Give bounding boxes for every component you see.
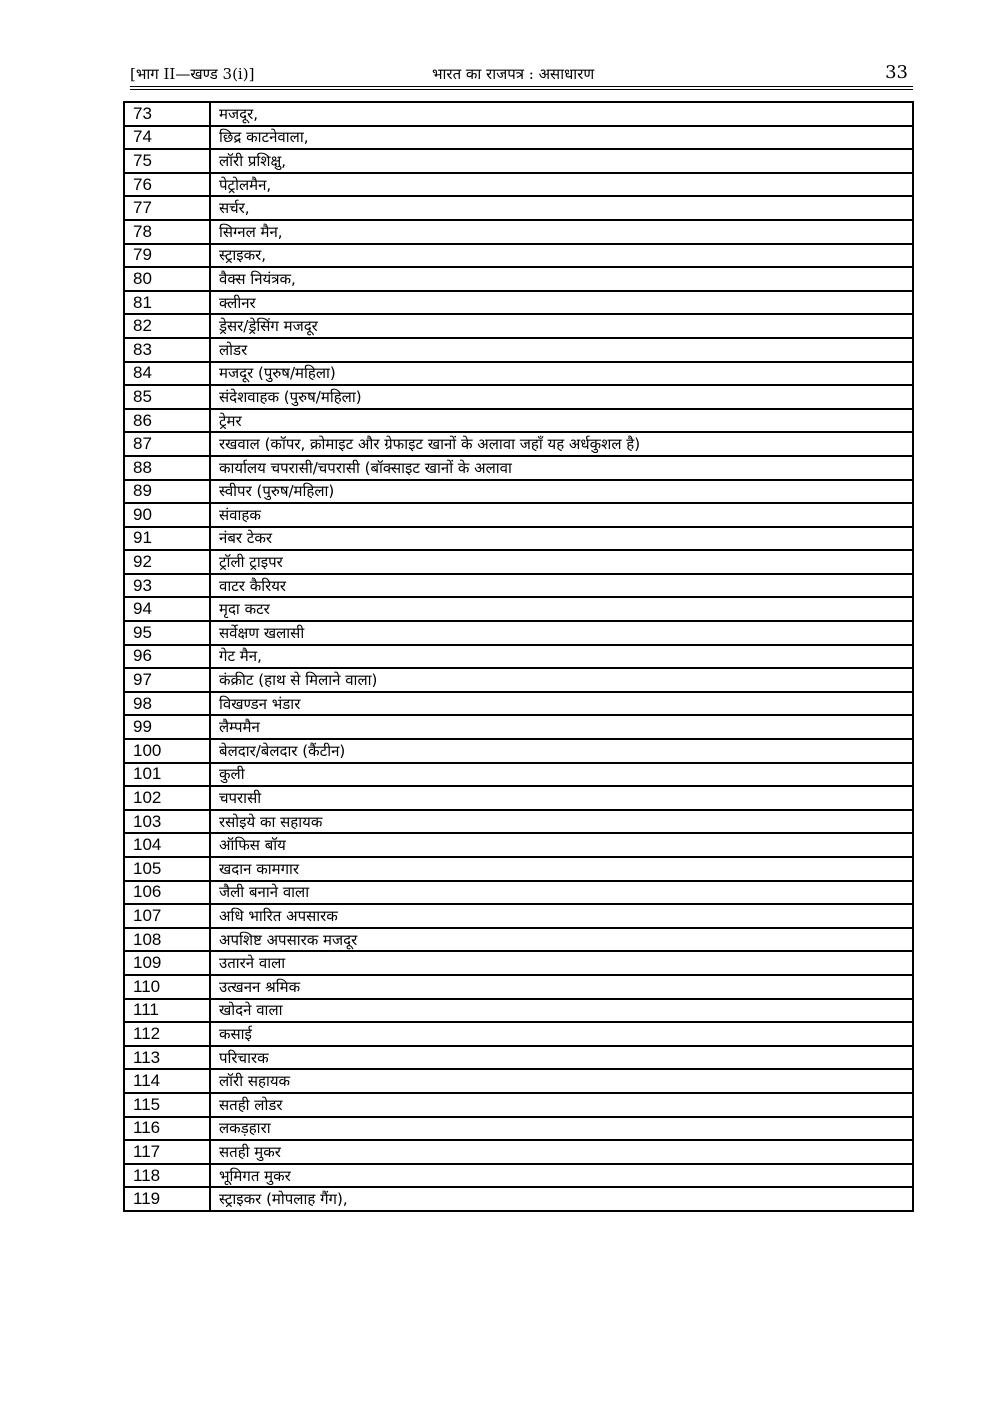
- table-row: [124, 1069, 913, 1093]
- row-number: 89: [124, 480, 210, 504]
- occupation-name: लैम्पमैन: [210, 715, 913, 739]
- row-number: 77: [124, 196, 210, 220]
- occupation-name: रसोइये का सहायक: [210, 810, 913, 834]
- row-number: 80: [124, 267, 210, 291]
- occupation-name: सिग्नल मैन,: [210, 220, 913, 244]
- occupation-name: सतही लोडर: [210, 1093, 913, 1117]
- row-number: 81: [124, 291, 210, 315]
- row-number: 119: [124, 1187, 210, 1211]
- occupation-name: मजदूर (पुरुष/महिला): [210, 362, 913, 386]
- occupation-name: स्ट्राइकर (मोपलाह गैंग),: [210, 1187, 913, 1211]
- table-row: [124, 1164, 913, 1188]
- row-number: 91: [124, 527, 210, 551]
- row-number: 83: [124, 338, 210, 362]
- occupation-name: उत्खनन श्रमिक: [210, 975, 913, 999]
- table-row: [124, 244, 913, 268]
- table-row: [124, 432, 913, 456]
- row-number: 84: [124, 362, 210, 386]
- row-number: 111: [124, 999, 210, 1023]
- table-row: [124, 810, 913, 834]
- table-row: [124, 291, 913, 315]
- table-row: [124, 1022, 913, 1046]
- table-row: [124, 480, 913, 504]
- table-row: [124, 597, 913, 621]
- table-row: [124, 173, 913, 197]
- occupation-name: छिद्र काटनेवाला,: [210, 126, 913, 150]
- table-row: [124, 220, 913, 244]
- occupation-name: अपशिष्ट अपसारक मजदूर: [210, 928, 913, 952]
- occupation-name: बेलदार/बेलदार (कैंटीन): [210, 739, 913, 763]
- occupation-name: उतारने वाला: [210, 951, 913, 975]
- table-row: [124, 951, 913, 975]
- table-row: [124, 904, 913, 928]
- table-row: [124, 715, 913, 739]
- table-row: [124, 692, 913, 716]
- table-row: [124, 456, 913, 480]
- row-number: 108: [124, 928, 210, 952]
- occupation-name: स्ट्राइकर,: [210, 244, 913, 268]
- row-number: 73: [124, 102, 210, 126]
- occupation-name: ड्रेसर/ड्रेसिंग मजदूर: [210, 314, 913, 338]
- table-row: [124, 196, 913, 220]
- table-row: [124, 102, 913, 126]
- occupation-name: सर्वेक्षण खलासी: [210, 621, 913, 645]
- occupation-name: खोदने वाला: [210, 999, 913, 1023]
- occupation-name: क्लीनर: [210, 291, 913, 315]
- occupation-name: परिचारक: [210, 1046, 913, 1070]
- row-number: 116: [124, 1117, 210, 1141]
- row-number: 94: [124, 597, 210, 621]
- occupation-name: नंबर टेकर: [210, 527, 913, 551]
- table-row: [124, 314, 913, 338]
- row-number: 117: [124, 1140, 210, 1164]
- table-row: [124, 503, 913, 527]
- table-row: [124, 739, 913, 763]
- row-number: 85: [124, 385, 210, 409]
- occupation-name: वैक्स नियंत्रक,: [210, 267, 913, 291]
- occupation-name: अधि भारित अपसारक: [210, 904, 913, 928]
- row-number: 90: [124, 503, 210, 527]
- occupation-name: विखण्डन भंडार: [210, 692, 913, 716]
- occupation-name: लॉरी प्रशिक्षु,: [210, 149, 913, 173]
- occupation-name: सर्चर,: [210, 196, 913, 220]
- occupation-name: कंक्रीट (हाथ से मिलाने वाला): [210, 668, 913, 692]
- occupation-name: ट्रॉली ट्राइपर: [210, 550, 913, 574]
- row-number: 97: [124, 668, 210, 692]
- row-number: 118: [124, 1164, 210, 1188]
- row-number: 100: [124, 739, 210, 763]
- row-number: 96: [124, 645, 210, 669]
- page-header: [130, 62, 908, 84]
- page-number: 33: [885, 62, 908, 83]
- row-number: 114: [124, 1069, 210, 1093]
- occupation-name: लकड़हारा: [210, 1117, 913, 1141]
- row-number: 93: [124, 574, 210, 598]
- table-row: [124, 668, 913, 692]
- row-number: 79: [124, 244, 210, 268]
- occupation-table: [123, 101, 914, 1212]
- table-row: [124, 786, 913, 810]
- occupation-name: कुली: [210, 763, 913, 787]
- row-number: 115: [124, 1093, 210, 1117]
- section-label: [भाग II—खण्ड 3(i)]: [130, 65, 255, 83]
- row-number: 107: [124, 904, 210, 928]
- row-number: 102: [124, 786, 210, 810]
- table-row: [124, 1117, 913, 1141]
- occupation-name: लोडर: [210, 338, 913, 362]
- row-number: 104: [124, 833, 210, 857]
- row-number: 78: [124, 220, 210, 244]
- header-rule-bottom: [130, 89, 913, 90]
- table-row: [124, 385, 913, 409]
- row-number: 101: [124, 763, 210, 787]
- row-number: 113: [124, 1046, 210, 1070]
- table-row: [124, 833, 913, 857]
- occupation-name: पेट्रोलमैन,: [210, 173, 913, 197]
- occupation-name: जैली बनाने वाला: [210, 881, 913, 905]
- table-row: [124, 1187, 913, 1211]
- table-row: [124, 975, 913, 999]
- table-row: [124, 550, 913, 574]
- occupation-name: चपरासी: [210, 786, 913, 810]
- table-row: [124, 999, 913, 1023]
- table-row: [124, 409, 913, 433]
- table-row: [124, 928, 913, 952]
- row-number: 99: [124, 715, 210, 739]
- table-row: [124, 645, 913, 669]
- table-row: [124, 1140, 913, 1164]
- occupation-name: रखवाल (कॉपर, क्रोमाइट और ग्रेफाइट खानों के अलावा जहाँ यह अर्धकुशल है): [210, 432, 913, 456]
- occupation-name: ट्रेमर: [210, 409, 913, 433]
- occupation-name: कार्यालय चपरासी/चपरासी (बॉक्साइट खानों के अलावा: [210, 456, 913, 480]
- row-number: 92: [124, 550, 210, 574]
- occupation-name: गेट मैन,: [210, 645, 913, 669]
- table-row: [124, 1093, 913, 1117]
- occupation-name: स्वीपर (पुरुष/महिला): [210, 480, 913, 504]
- table-row: [124, 527, 913, 551]
- occupation-name: ऑफिस बॉय: [210, 833, 913, 857]
- occupation-name: वाटर कैरियर: [210, 574, 913, 598]
- row-number: 95: [124, 621, 210, 645]
- occupation-name: लॉरी सहायक: [210, 1069, 913, 1093]
- occupation-name: संदेशवाहक (पुरुष/महिला): [210, 385, 913, 409]
- table-row: [124, 126, 913, 150]
- row-number: 110: [124, 975, 210, 999]
- row-number: 109: [124, 951, 210, 975]
- row-number: 106: [124, 881, 210, 905]
- table-row: [124, 621, 913, 645]
- table-row: [124, 1046, 913, 1070]
- row-number: 105: [124, 857, 210, 881]
- occupation-name: मजदूर,: [210, 102, 913, 126]
- table-row: [124, 149, 913, 173]
- occupation-name: सतही मुकर: [210, 1140, 913, 1164]
- gazette-title: भारत का राजपत्र : असाधारण: [432, 65, 595, 83]
- row-number: 75: [124, 149, 210, 173]
- occupation-name: खदान कामगार: [210, 857, 913, 881]
- row-number: 103: [124, 810, 210, 834]
- row-number: 86: [124, 409, 210, 433]
- row-number: 82: [124, 314, 210, 338]
- occupation-table-body: [124, 102, 913, 1211]
- table-row: [124, 881, 913, 905]
- row-number: 98: [124, 692, 210, 716]
- occupation-name: भूमिगत मुकर: [210, 1164, 913, 1188]
- row-number: 76: [124, 173, 210, 197]
- row-number: 74: [124, 126, 210, 150]
- row-number: 87: [124, 432, 210, 456]
- table-row: [124, 763, 913, 787]
- table-row: [124, 267, 913, 291]
- occupation-name: मृदा कटर: [210, 597, 913, 621]
- row-number: 88: [124, 456, 210, 480]
- table-row: [124, 857, 913, 881]
- occupation-name: संवाहक: [210, 503, 913, 527]
- table-row: [124, 362, 913, 386]
- header-rule-top: [130, 86, 913, 87]
- occupation-name: कसाई: [210, 1022, 913, 1046]
- row-number: 112: [124, 1022, 210, 1046]
- table-row: [124, 574, 913, 598]
- table-row: [124, 338, 913, 362]
